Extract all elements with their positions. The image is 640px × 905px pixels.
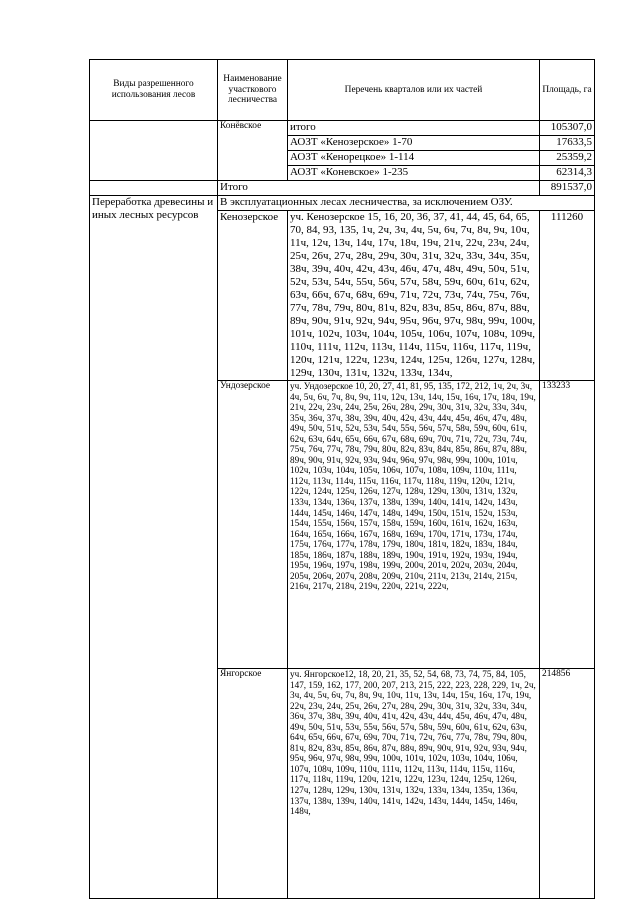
quarters-yangorskoe: уч. Янгорское12, 18, 20, 21, 35, 52, 54, 68, 73, 74, 75, 84, 105, 147, 159, 162, 177, 200, 207, 213, 215, 222, 223, 228, 229, 1ч, 2ч, 3ч, 4ч, 5ч, 6ч, 7ч, 8ч, 9ч, 10ч, 11ч, 13ч, 14ч, 15ч, 16ч, 17ч, 19ч, 22ч, 23ч, 24ч, 25ч, 26ч, 27ч, 28ч, 29ч, 30ч, 31ч, 32ч, 33ч, 34ч, 36ч, 37ч, 38ч, 39ч, 40ч, 41ч, 42ч, 43ч, 44ч, 45ч, 46ч, 47ч, 48ч, 49ч, 50ч, 51ч, 53ч, 55ч, 56ч, 57ч, 58ч, 59ч, 60ч, 61ч, 62ч, 63ч, 64ч, 65ч, 66ч, 67ч, 69ч, 70ч, 71ч, 72ч, 76ч, 77ч, 78ч, 79ч, 80ч, 81ч, 82ч, 83ч, 85ч, 86ч, 87ч, 88ч, 89ч, 90ч, 91ч, 92ч, 93ч, 94ч, 95ч, 96ч, 97ч, 98ч, 99ч, 100ч, 101ч, 102ч, 103ч, 104ч, 106ч, 107ч, 108ч, 109ч, 110ч, 111ч, 112ч, 113ч, 114ч, 115ч, 116ч, 117ч, 118ч, 119ч, 120ч, 121ч, 122ч, 123ч, 124ч, 125ч, 126ч, 127ч, 128ч, 129ч, 130ч, 131ч, 132ч, 133ч, 134ч, 135ч, 136ч, 137ч, 138ч, 139ч, 140ч, 141ч, 142ч, 143ч, 144ч, 145ч, 146ч, 148ч, [288,669,540,899]
forestry-name-yangorskoe: Янгорское [218,669,288,899]
quarters-cell: АОЗТ «Кенозерское» 1-70 [288,136,540,151]
header-area: Площадь, га [540,60,595,121]
area-undozerskoe: 133233 [540,381,595,669]
quarters-cell: АОЗТ «Кенорецкое» 1-114 [288,151,540,166]
quarters-kenozerskoe: уч. Кенозерское 15, 16, 20, 36, 37, 41, 44, 45, 64, 65, 70, 84, 93, 135, 1ч, 2ч, 3ч, 4ч, 5ч, 6ч, 7ч, 8ч, 9ч, 10ч, 11ч, 12ч, 13ч, 14ч, 17ч, 18ч, 19ч, 21ч, 22ч, 23ч, 24ч, 25ч, 26ч, 27ч, 28ч, 29ч, 30ч, 31ч, 32ч, 33ч, 34ч, 35ч, 38ч, 39ч, 40ч, 42ч, 43ч, 46ч, 47ч, 48ч, 49ч, 50ч, 51ч, 52ч, 53ч, 54ч, 55ч, 56ч, 57ч, 58ч, 59ч, 60ч, 61ч, 62ч, 63ч, 66ч, 67ч, 68ч, 69ч, 71ч, 72ч, 73ч, 74ч, 75ч, 76ч, 77ч, 78ч, 79ч, 80ч, 81ч, 82ч, 83ч, 85ч, 86ч, 87ч, 88ч, 89ч, 90ч, 91ч, 92ч, 94ч, 95ч, 96ч, 97ч, 98ч, 99ч, 100ч, 101ч, 102ч, 103ч, 104ч, 105ч, 106ч, 107ч, 108ч, 109ч, 110ч, 111ч, 112ч, 113ч, 114ч, 115ч, 116ч, 117ч, 119ч, 120ч, 121ч, 122ч, 123ч, 124ч, 125ч, 126ч, 127ч, 128ч, 129ч, 130ч, 131ч, 132ч, 133ч, 134ч, [288,211,540,381]
table-header-row [90,60,595,121]
header-forestry-name: Наименование участкового лесничества [218,60,288,121]
quarters-cell: АОЗТ «Коневское» 1-235 [288,166,540,181]
empty-use-type-cell [90,181,218,196]
area-cell: 105307,0 [540,121,595,136]
total-label: Итого [218,181,540,196]
forestry-name-undozerskoe: Ундозерское [218,381,288,669]
area-cell: 17633,5 [540,136,595,151]
forestry-name-konevskoe: Конёвское [218,121,288,181]
forest-use-table [89,59,595,899]
section-note: В эксплуатационных лесах лесничества, за исключением ОЗУ. [218,196,595,211]
total-row [90,181,595,196]
quarters-cell: итого [288,121,540,136]
area-kenozerskoe: 111260 [540,211,595,381]
area-cell: 25359,2 [540,151,595,166]
header-use-type: Виды разрешенного использования лесов [90,60,218,121]
quarters-undozerskoe: уч. Ундозерское 10, 20, 27, 41, 81, 95, 135, 172, 212, 1ч, 2ч, 3ч, 4ч, 5ч, 6ч, 7ч, 8ч, 9ч, 11ч, 12ч, 13ч, 14ч, 15ч, 16ч, 17ч, 18ч, 19ч, 21ч, 22ч, 23ч, 24ч, 25ч, 26ч, 28ч, 29ч, 30ч, 31ч, 32ч, 33ч, 34ч, 35ч, 36ч, 37ч, 38ч, 39ч, 40ч, 42ч, 43ч, 44ч, 45ч, 46ч, 47ч, 48ч, 49ч, 50ч, 51ч, 52ч, 53ч, 54ч, 55ч, 56ч, 57ч, 58ч, 59ч, 60ч, 61ч, 62ч, 63ч, 64ч, 65ч, 66ч, 67ч, 68ч, 69ч, 70ч, 71ч, 72ч, 73ч, 74ч, 75ч, 76ч, 77ч, 78ч, 79ч, 80ч, 82ч, 83ч, 84ч, 85ч, 86ч, 87ч, 88ч, 89ч, 90ч, 91ч, 92ч, 93ч, 94ч, 96ч, 97ч, 98ч, 99ч, 100ч, 101ч, 102ч, 103ч, 104ч, 105ч, 106ч, 107ч, 108ч, 109ч, 110ч, 111ч, 112ч, 113ч, 114ч, 115ч, 116ч, 117ч, 118ч, 119ч, 120ч, 121ч, 122ч, 124ч, 125ч, 126ч, 127ч, 128ч, 129ч, 130ч, 131ч, 132ч, 133ч, 134ч, 136ч, 137ч, 138ч, 139ч, 140ч, 141ч, 142ч, 143ч, 144ч, 145ч, 146ч, 147ч, 148ч, 149ч, 150ч, 151ч, 152ч, 153ч, 154ч, 155ч, 156ч, 157ч, 158ч, 159ч, 160ч, 161ч, 162ч, 163ч, 164ч, 165ч, 166ч, 167ч, 168ч, 169ч, 170ч, 171ч, 173ч, 174ч, 175ч, 176ч, 177ч, 178ч, 179ч, 180ч, 181ч, 182ч, 183ч, 184ч, 185ч, 186ч, 187ч, 188ч, 189ч, 190ч, 191ч, 192ч, 193ч, 194ч, 195ч, 196ч, 197ч, 198ч, 199ч, 200ч, 201ч, 202ч, 203ч, 204ч, 205ч, 206ч, 207ч, 208ч, 209ч, 210ч, 211ч, 213ч, 214ч, 215ч, 216ч, 217ч, 218ч, 219ч, 220ч, 221ч, 222ч, [288,381,540,669]
area-cell: 62314,3 [540,166,595,181]
forestry-name-kenozerskoe: Кенозерское [218,211,288,381]
section-note-row [90,196,595,211]
total-area: 891537,0 [540,181,595,196]
area-yangorskoe: 214856 [540,669,595,899]
empty-use-type-cell [90,121,218,181]
header-quarters: Перечень кварталов или их частей [288,60,540,121]
use-type-processing: Переработка древесины и иных лесных ресурсов [90,196,218,899]
table-row [90,121,595,136]
